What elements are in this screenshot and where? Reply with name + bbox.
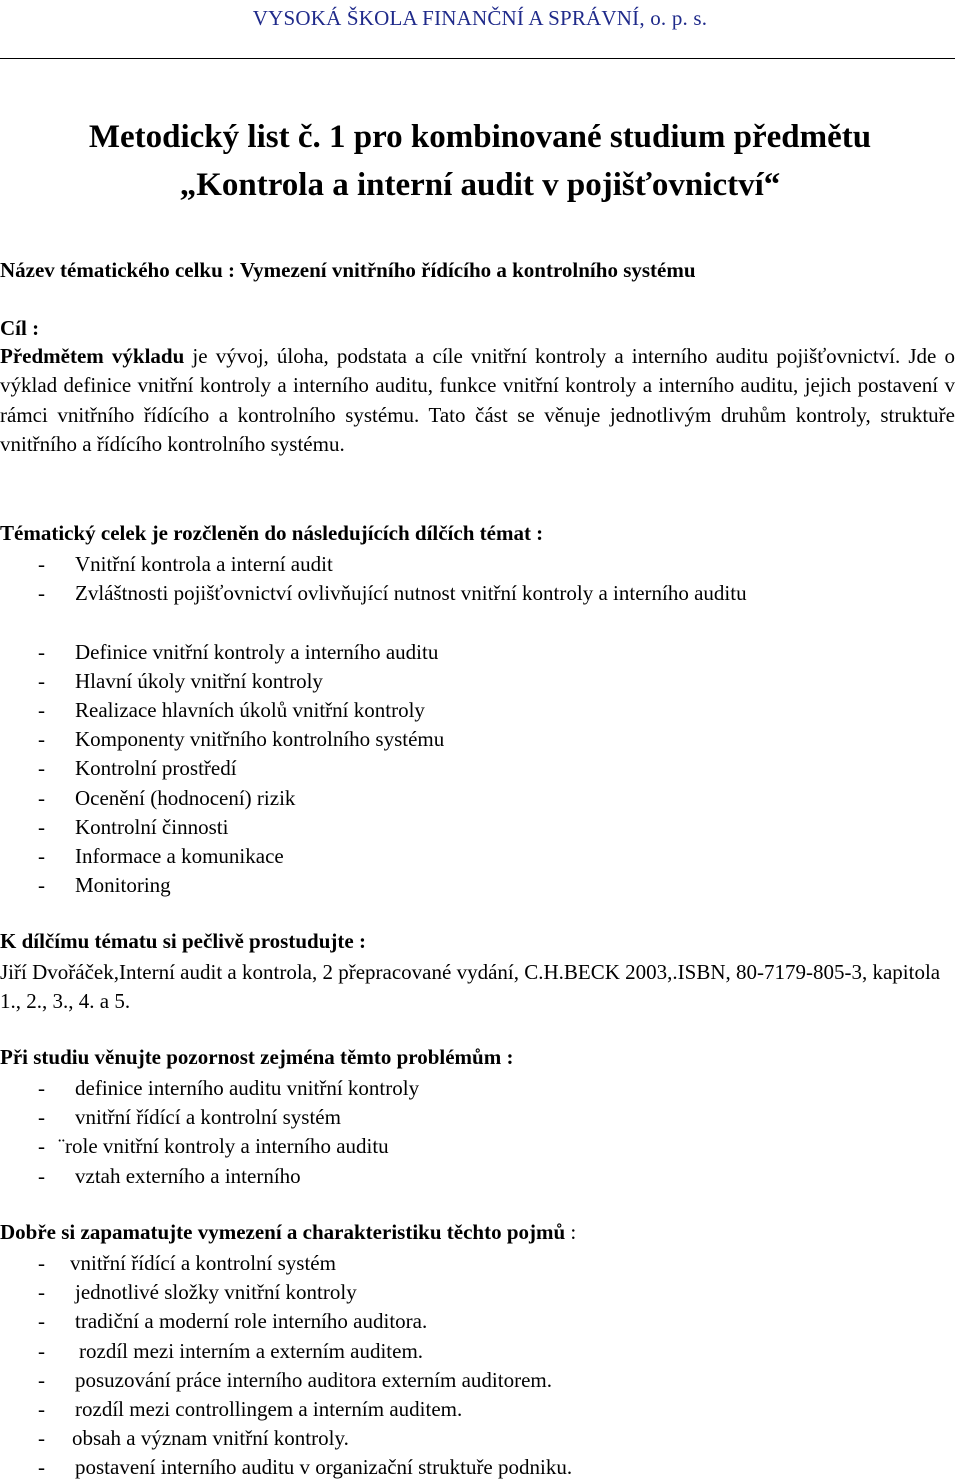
goal-bold-start: Předmětem výkladu bbox=[0, 344, 185, 368]
study-reference: Jiří Dvořáček,Interní audit a kontrola, 2 přepracované vydání, C.H.BECK 2003,.ISBN, 80-7179-805-3, kapitola 1., 2., 3., 4. a 5. bbox=[0, 960, 941, 1014]
institution-header: VYSOKÁ ŠKOLA FINANČNÍ A SPRÁVNÍ, o. p. s. bbox=[252, 6, 708, 30]
study-heading: K dílčímu tématu si pečlivě prostudujte : bbox=[0, 929, 366, 953]
goal-text: je vývoj, úloha, podstata a cíle vnitřní kontroly a interního auditu pojišťovnictví. Jde o výklad definice vnitřní kontroly a interního auditu, funkce vnitřní kontroly a interního auditu, jejich postavení v rámci vnitřního řídícího a kontrolního systému. Tato část se věnuje jednotlivým druhům kontroly, struktuře vnitřního a řídícího kontrolního systému. bbox=[0, 344, 955, 456]
title-line-2: „Kontrola a interní audit v pojišťovnictví“ bbox=[179, 167, 781, 203]
subtopics-heading: Tématický celek je rozčleněn do následujících dílčích témat : bbox=[0, 521, 544, 545]
title-line-1: Metodický list č. 1 pro kombinované studium předmětu bbox=[88, 119, 872, 155]
topic-name: Název tématického celku : Vymezení vnitřního řídícího a kontrolního systému bbox=[0, 258, 696, 282]
header-divider bbox=[0, 58, 955, 59]
document-title bbox=[0, 113, 960, 209]
attention-heading: Při studiu věnujte pozornost zejména těmto problémům : bbox=[0, 1045, 514, 1069]
document-page: VYSOKÁ ŠKOLA FINANČNÍ A SPRÁVNÍ, o. p. s. Metodický list č. 1 pro kombinované studium předmětu „Kontrola a interní audit v pojišťovnictví“ Název tématického celku : Vymezení vnitřního řídícího a kontrolního systému Cíl : Předmětem výkladu je vývoj, úloha, podstata a cíle vnitřní kontroly a interního auditu pojišťovnictví. Jde o výklad definice vnitřní kontroly a interního auditu, funkce vnitřní kontroly a interního auditu, jejich postavení v rámci vnitřního řídícího a kontrolního systému. Tato část se věnuje jednotlivým druhům kontroly, struktuře vnitřního a řídícího kontrolního systému. Tématický celek je rozčleněn do následujících dílčích témat : - Vnitřní kontrola a interní audit - Zvláštnosti pojišťovnictví ovlivňující nutnost vnitřní kontroly a interního auditu - Definice vnitřní kontroly a interního auditu - Hlavní úkoly vnitřní kontroly - Realizace hlavních úkolů vnitřní kontroly - Komponenty vnitřního kontrolního systému - Kontrolní prostředí - Ocenění (hodnocení) rizik - Kontrolní činnosti - Informace a komunikace - Monitoring K dílčímu tématu si pečlivě prostudujte : Jiří Dvořáček,Interní audit a kontrola, 2 přepracované vydání, C.H.BECK 2003,.ISBN, 80-7179-805-3, kapitola 1., 2., 3., 4. a 5. Při studiu věnujte pozornost zejména těmto problémům : - definice interního auditu vnitřní kontroly - vnitřní řídící a kontrolní systém - ¨role vnitřní kontroly a interního auditu - vztah externího a interního Dobře si zapamatujte vymezení a charakteristiku těchto pojmů : - vnitřní řídící a kontrolní systém - jednotlivé složky vnitřní kontroly - tradiční a moderní role interního auditora. - rozdíl mezi interním a externím auditem. - posuzování práce interního auditora externím auditorem. - rozdíl mezi controllingem a interním auditem. - obsah a význam vnitřní kontroly. - postavení interního auditu v organizační struktuře podniku. bbox=[0, 0, 960, 1483]
goal-paragraph bbox=[0, 342, 955, 459]
goal-label: Cíl : bbox=[0, 316, 40, 340]
remember-heading: Dobře si zapamatujte vymezení a charakteristiku těchto pojmů : bbox=[0, 1220, 577, 1244]
